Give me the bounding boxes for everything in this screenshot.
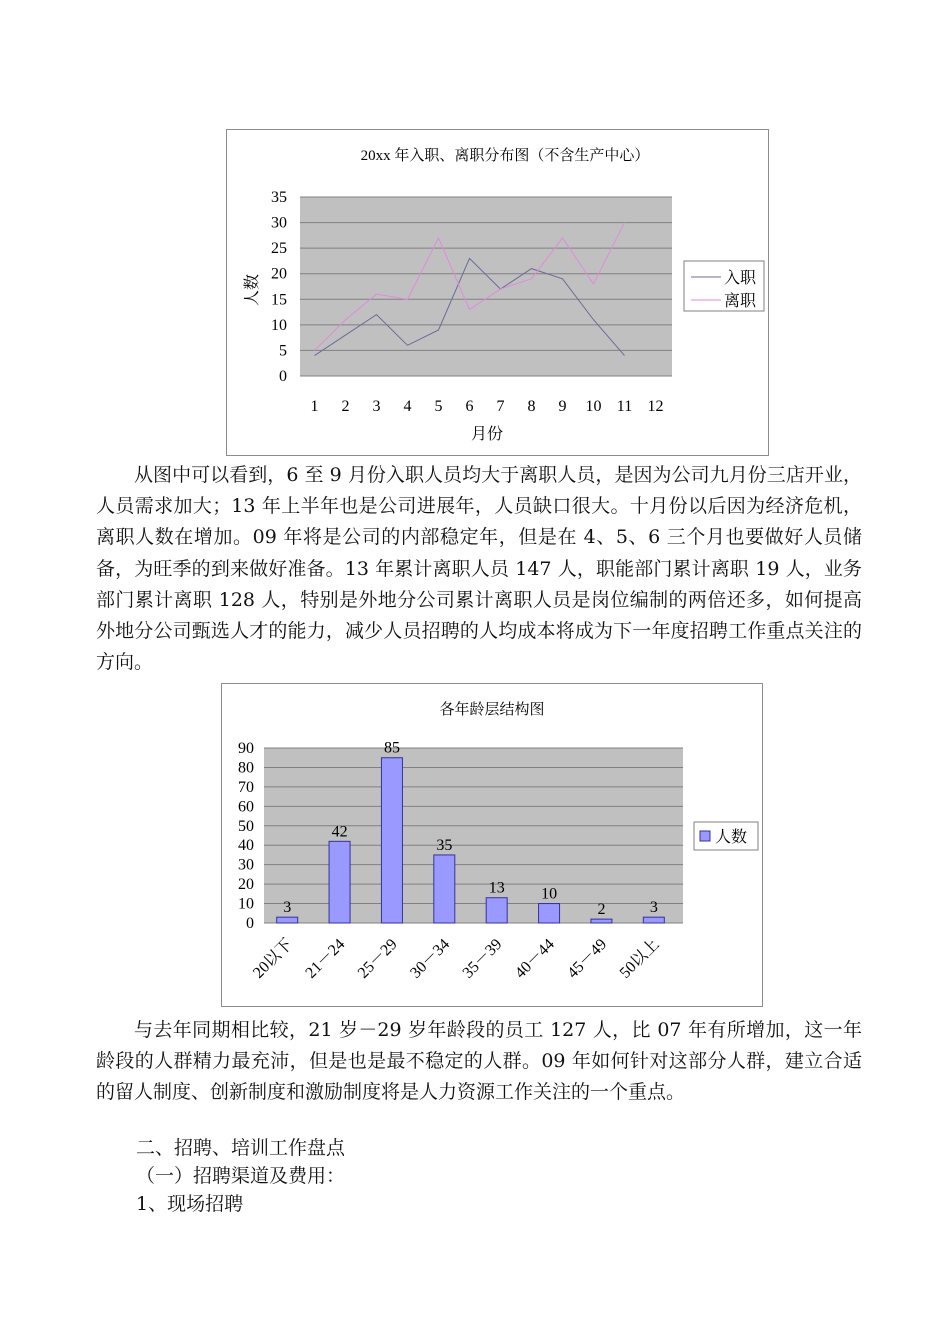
bar — [381, 758, 402, 923]
x-tick-label: 1 — [310, 398, 319, 415]
y-tick-label: 60 — [238, 798, 254, 816]
y-tick-label: 10 — [238, 895, 254, 913]
y-tick-label: 0 — [246, 915, 254, 932]
x-tick-label: 10 — [585, 398, 602, 415]
y-tick-label: 80 — [238, 759, 254, 777]
legend-label-hire: 入职 — [724, 270, 757, 287]
line-chart-svg — [227, 130, 768, 455]
y-tick-label: 35 — [271, 189, 287, 206]
section-heading-recruit-training: 二、招聘、培训工作盘点 — [136, 1137, 346, 1159]
bar-value-label: 10 — [541, 885, 558, 903]
y-tick-label: 30 — [271, 214, 287, 232]
x-tick-label: 25－29 — [354, 935, 401, 982]
bar — [591, 919, 612, 923]
x-tick-label: 2 — [341, 398, 350, 415]
x-tick-label: 21－24 — [302, 935, 349, 982]
bar-value-label: 35 — [436, 836, 453, 854]
hire-leave-line-chart — [226, 129, 769, 456]
item-heading-onsite-recruit: 1、现场招聘 — [136, 1193, 244, 1215]
paragraph-hire-leave-analysis: 从图中可以看到，6 至 9 月份入职人员均大于离职人员，是因为公司九月份三店开业，人员需求加大；13 年上半年也是公司进展年，人员缺口很大。十月份以后因为经济危机，离职人数在增加。09 年将是公司的内部稳定年，但是在 4、5、6 三个月也要做好人员储备，为旺季的到来做好准备。13 年累计离职人员 147 人，职能部门累计离职 19 人，业务部门累计离职 128 人，特别是外地分公司累计离职人员是岗位编制的两倍还多，如何提高外地分公司甄选人才的能力，减少人员招聘的人均成本将成为下一年度招聘工作重点关注的方向。 — [96, 464, 862, 674]
bar — [329, 841, 350, 923]
x-axis-label: 月份 — [470, 426, 504, 443]
y-tick-label: 90 — [238, 740, 254, 757]
x-tick-label: 7 — [496, 398, 505, 415]
y-axis-label: 人数 — [244, 273, 261, 307]
chart-title: 各年龄层结构图 — [439, 702, 545, 718]
paragraph-age-analysis: 与去年同期相比较，21 岁－29 岁年龄段的员工 127 人，比 07 年有所增加，这一年龄段的人群精力最充沛，但是也是最不稳定的人群。09 年如何针对这部分人群，建立合适的留人制度、创新制度和激励制度将是人力资源工作关注的一个重点。 — [96, 1019, 862, 1104]
x-tick-label: 5 — [434, 398, 443, 415]
bar-value-label: 2 — [597, 901, 606, 919]
legend-label-leave: 离职 — [724, 293, 757, 310]
x-tick-label: 6 — [465, 398, 474, 415]
y-tick-label: 15 — [271, 291, 287, 309]
bar — [277, 917, 298, 923]
bar-value-label: 42 — [331, 823, 348, 841]
x-tick-label: 11 — [616, 398, 633, 415]
bar — [539, 904, 560, 923]
age-structure-bar-chart — [221, 683, 763, 1007]
x-tick-label: 50以上 — [616, 935, 663, 982]
x-tick-label: 12 — [647, 398, 664, 415]
bar-value-label: 13 — [488, 879, 505, 897]
legend-swatch-count — [700, 831, 710, 841]
y-tick-label: 25 — [271, 240, 287, 258]
y-tick-label: 10 — [271, 316, 287, 334]
x-tick-label: 30－34 — [407, 935, 454, 982]
y-tick-label: 50 — [238, 817, 254, 835]
y-tick-label: 20 — [238, 876, 254, 894]
bar — [486, 898, 507, 923]
x-tick-label: 40－44 — [511, 935, 558, 982]
y-tick-label: 5 — [279, 342, 287, 360]
x-tick-label: 3 — [372, 398, 381, 415]
bar — [434, 855, 455, 923]
y-tick-label: 0 — [279, 368, 287, 385]
x-tick-label: 4 — [403, 398, 412, 415]
bar-value-label: 85 — [383, 739, 400, 757]
subsection-heading-channels-cost: （一）招聘渠道及费用： — [136, 1165, 346, 1187]
plot-area — [264, 748, 683, 923]
x-tick-label: 35－39 — [459, 935, 506, 982]
legend — [684, 261, 764, 311]
legend-label-count: 人数 — [715, 829, 748, 846]
x-tick-label: 20以下 — [250, 935, 297, 982]
bar — [643, 917, 664, 923]
legend — [694, 822, 758, 850]
bar-value-label: 3 — [283, 899, 292, 917]
x-tick-label: 45－49 — [564, 935, 611, 982]
x-tick-label: 9 — [558, 398, 567, 415]
chart-title: 20xx 年入职、离职分布图（不含生产中心） — [360, 148, 650, 164]
bar-chart-svg — [222, 684, 762, 1006]
y-tick-label: 70 — [238, 778, 254, 796]
y-tick-label: 30 — [238, 856, 254, 874]
x-tick-label: 8 — [527, 398, 536, 415]
y-tick-label: 20 — [271, 265, 287, 283]
plot-area — [300, 197, 672, 376]
bar-value-label: 3 — [649, 899, 658, 917]
y-tick-label: 40 — [238, 837, 254, 855]
